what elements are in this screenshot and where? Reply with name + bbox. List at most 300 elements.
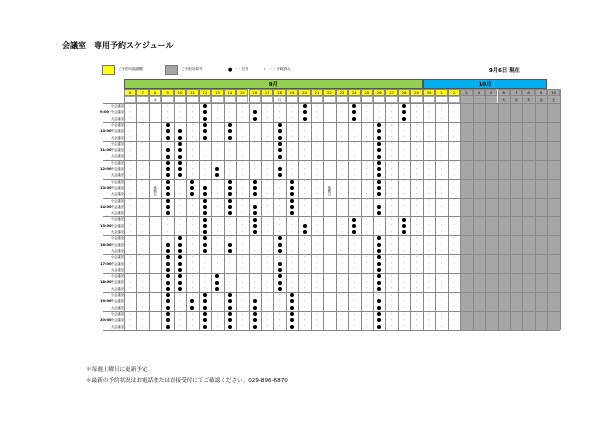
booked-slot: ・ [252,128,257,133]
booked-slot: ・ [178,185,182,190]
free-slot-icon [253,224,257,228]
booked-slot: ・ [240,210,245,215]
booked-slot: ・ [240,305,245,310]
booked-slot: ・ [240,261,245,266]
booked-slot: ・ [439,298,444,303]
booked-slot: ・ [290,267,294,272]
booked-slot: ・ [228,229,232,234]
booked-slot: ・ [277,210,282,215]
legend-free [228,65,249,74]
booked-slot: ・ [228,116,232,121]
booked-slot: ・ [439,317,444,322]
booked-slot: ・ [427,298,431,303]
booked-slot: ・ [178,210,182,215]
booked-slot: ・ [414,317,419,322]
free-slot-icon [352,110,356,114]
booked-slot: ・ [389,261,394,266]
booked-slot: ・ [203,172,207,177]
room-label: 大会議室 [110,248,124,253]
room-label: 大会議室 [110,230,124,234]
booked-slot: ・ [140,229,145,234]
booked-slot: ・ [178,103,182,108]
booked-slot: ・ [389,147,394,152]
weekday-header: 水 [149,96,161,103]
booked-slot: ・ [140,217,145,222]
day-header: 5 [485,89,497,96]
booked-slot: ・ [352,298,357,303]
booked-slot: ・ [178,324,182,329]
booked-slot: ・ [340,185,344,190]
weekday-header: 土 [547,96,559,103]
booked-slot: ・ [240,286,245,291]
free-slot-icon [228,180,232,184]
booked-slot: ・ [240,267,245,272]
free-slot-icon [228,318,232,322]
booked-slot: ・ [128,242,133,247]
booked-slot: ・ [427,198,431,203]
booked-slot: ・ [439,254,444,259]
free-slot-icon [166,325,170,329]
booked-slot: ・ [427,273,431,278]
booked-slot: ・ [215,185,220,190]
free-slot-icon [166,287,170,291]
free-slot-icon [253,186,257,190]
column-divider [298,89,299,330]
booked-slot: ・ [290,223,294,228]
booked-slot: ・ [402,141,406,146]
booked-slot: ・ [190,261,195,266]
booked-slot: ・ [427,122,431,127]
booked-slot: ・ [190,242,195,247]
booked-slot: ・ [215,116,220,121]
booked-slot: ・ [277,109,282,114]
booked-slot: ・ [414,135,419,140]
booked-slot: ・ [302,122,307,127]
free-slot-icon [303,224,307,228]
booked-slot: ・ [377,223,382,228]
booked-slot: ・ [427,261,431,266]
booked-slot: ・ [352,122,357,127]
booked-slot: ・ [452,116,456,121]
booked-slot: ・ [439,280,444,285]
booked-slot: ・ [165,109,170,114]
booked-symbol-icon: ・ [262,67,268,73]
column-divider [448,89,449,330]
free-slot-icon [228,136,232,140]
booked-slot: ・ [203,261,207,266]
booked-slot: ・ [352,261,357,266]
booked-slot: ・ [315,103,319,108]
free-slot-icon [166,318,170,322]
free-slot-icon [290,205,294,209]
free-slot-icon [278,155,282,159]
booked-slot: ・ [252,103,257,108]
booked-slot: ・ [265,298,269,303]
booked-slot: ・ [364,109,369,114]
free-slot-icon [278,262,282,266]
booked-slot: ・ [190,166,195,171]
booked-slot: ・ [402,128,406,133]
column-divider [161,89,162,330]
weekday-header: 火 [498,96,510,103]
booked-slot: ・ [389,242,394,247]
free-slot-icon [228,325,232,329]
booked-slot: ・ [140,292,145,297]
booked-slot: ・ [452,235,456,240]
booked-slot: ・ [439,185,444,190]
booked-slot: ・ [140,198,145,203]
free-slot-icon [228,312,232,316]
booked-slot: ・ [452,248,456,253]
booked-slot: ・ [252,254,257,259]
booked-slot: ・ [215,311,220,316]
free-slot-icon [352,218,356,222]
booked-slot: ・ [128,223,133,228]
free-slot-icon [178,255,182,259]
booked-slot: ・ [265,261,269,266]
booked-slot: ・ [364,147,369,152]
booked-slot: ・ [128,109,133,114]
booked-slot: ・ [252,172,257,177]
free-slot-icon [178,274,182,278]
booked-slot: ・ [128,198,133,203]
booked-slot: ・ [340,280,344,285]
free-slot-icon [178,268,182,272]
booked-slot: ・ [452,198,456,203]
booked-slot: ・ [203,286,207,291]
booked-slot: ・ [439,217,444,222]
booked-slot: ・ [427,166,431,171]
booked-slot: ・ [240,317,245,322]
free-slot-icon [377,167,381,171]
booked-slot: ・ [364,292,369,297]
booked-slot: ・ [439,235,444,240]
free-slot-icon [253,318,257,322]
booked-slot: ・ [402,273,406,278]
day-header: 1 [435,89,447,96]
booked-slot: ・ [439,324,444,329]
free-slot-icon [377,243,381,247]
booked-slot: ・ [128,160,133,165]
booked-slot: ・ [228,273,232,278]
booked-slot: ・ [439,179,444,184]
booked-slot: ・ [240,154,245,159]
booked-slot: ・ [389,317,394,322]
free-slot-icon [203,318,207,322]
free-slot-icon [402,117,406,121]
time-label: 12:00 [100,167,112,171]
free-slot-icon [178,173,182,177]
weekday-header [448,96,460,103]
booked-slot: ・ [252,198,257,203]
booked-slot: ・ [427,154,431,159]
booked-slot: ・ [377,116,382,121]
booked-slot: ・ [128,116,133,121]
booked-slot: ・ [340,229,344,234]
day-header: 27 [385,89,397,96]
booked-slot: ・ [414,217,419,222]
booked-slot: ・ [265,254,269,259]
free-slot-icon [377,281,381,285]
booked-slot: ・ [452,141,456,146]
booked-slot: ・ [190,229,195,234]
booked-slot: ・ [389,273,394,278]
weekday-header [298,96,310,103]
booked-slot: ・ [389,122,394,127]
booked-slot: ・ [228,254,232,259]
booked-slot: ・ [389,292,394,297]
free-slot-icon [166,243,170,247]
booked-slot: ・ [203,267,207,272]
booked-slot: ・ [352,292,357,297]
booked-slot: ・ [290,273,294,278]
free-slot-icon [290,293,294,297]
booked-slot: ・ [203,254,207,259]
booked-slot: ・ [439,103,444,108]
weekday-header [423,96,435,103]
room-label: 中会議室 [110,280,124,285]
booked-slot: ・ [340,141,344,146]
free-slot-icon [203,211,207,215]
booked-slot: ・ [203,147,207,152]
free-slot-icon [278,142,282,146]
booked-slot: ・ [165,235,170,240]
column-divider [336,89,337,330]
booked-slot: ・ [215,267,220,272]
booked-slot: ・ [340,242,344,247]
booked-slot: ・ [377,217,382,222]
free-slot-icon [166,268,170,272]
booked-slot: ・ [377,109,382,114]
column-divider [522,89,523,330]
booked-slot: ・ [439,166,444,171]
booked-slot: ・ [352,242,357,247]
booked-slot: ・ [302,317,307,322]
booked-slot: ・ [315,172,319,177]
free-slot-icon [290,199,294,203]
booked-slot: ・ [427,103,431,108]
booked-slot: ・ [364,217,369,222]
booked-slot: ・ [265,116,269,121]
free-slot-icon [203,325,207,329]
free-slot-icon [166,281,170,285]
free-slot-icon [178,243,182,247]
booked-slot: ・ [228,286,232,291]
booked-slot: ・ [252,286,257,291]
booked-slot: ・ [427,305,431,310]
booked-slot: ・ [364,280,369,285]
booked-slot: ・ [352,154,357,159]
weekday-header [186,96,198,103]
booked-slot: ・ [340,147,344,152]
booked-slot: ・ [402,166,406,171]
booked-slot: ・ [414,185,419,190]
booked-slot: ・ [414,172,419,177]
booked-slot: ・ [265,160,269,165]
booked-slot: ・ [265,147,269,152]
free-slot-icon [290,299,294,303]
booked-slot: ・ [427,135,431,140]
free-slot-icon [166,155,170,159]
booked-slot: ・ [277,223,282,228]
day-header: 19 [286,89,298,96]
booked-slot: ・ [290,154,294,159]
weekday-header [323,96,335,103]
booked-slot: ・ [427,217,431,222]
booked-slot: ・ [265,141,269,146]
booked-slot: ・ [389,267,394,272]
booked-slot: ・ [302,160,307,165]
booked-slot: ・ [315,267,319,272]
room-label: 中会議室 [110,242,124,247]
booked-slot: ・ [389,141,394,146]
free-slot-icon [377,325,381,329]
booked-slot: ・ [290,122,294,127]
booked-slot: ・ [352,147,357,152]
booked-slot: ・ [240,135,245,140]
booked-slot: ・ [190,109,195,114]
booked-slot: ・ [340,305,344,310]
booked-slot: ・ [128,229,133,234]
booked-slot: ・ [265,229,269,234]
day-header: 20 [298,89,310,96]
booked-slot: ・ [277,317,282,322]
free-slot-icon [215,281,219,285]
free-slot-icon [402,230,406,234]
free-slot-icon [166,306,170,310]
booked-slot: ・ [452,185,456,190]
booked-slot: ・ [340,116,344,121]
free-slot-icon [253,306,257,310]
booked-slot: ・ [240,185,245,190]
booked-slot: ・ [277,217,282,222]
free-slot-icon [377,236,381,240]
booked-slot: ・ [414,248,419,253]
booked-slot: ・ [364,324,369,329]
booked-slot: ・ [128,267,133,272]
free-slot-icon [203,110,207,114]
booked-slot: ・ [364,185,369,190]
booked-slot: ・ [240,254,245,259]
booked-slot: ・ [377,103,382,108]
booked-slot: ・ [190,324,195,329]
booked-slot: ・ [240,229,245,234]
day-header: 23 [336,89,348,96]
room-label: 小会議室 [110,141,124,146]
booked-slot: ・ [427,210,431,215]
booked-slot: ・ [302,298,307,303]
booked-slot: ・ [128,103,133,108]
booked-slot: ・ [414,198,419,203]
booked-slot: ・ [290,229,294,234]
free-slot-icon [278,274,282,278]
booked-slot: ・ [190,254,195,259]
booked-slot: ・ [140,324,145,329]
booked-slot: ・ [265,267,269,272]
booked-slot: ・ [402,172,406,177]
booked-slot: ・ [402,254,406,259]
booked-slot: ・ [414,103,419,108]
free-slot-icon [377,161,381,165]
free-slot-icon [377,186,381,190]
booked-slot: ・ [364,311,369,316]
room-label: 大会議室 [110,305,124,310]
booked-slot: ・ [190,198,195,203]
booked-slot: ・ [389,229,394,234]
booked-slot: ・ [203,280,207,285]
free-slot-icon [166,262,170,266]
booked-slot: ・ [252,242,257,247]
booked-slot: ・ [215,324,220,329]
booked-slot: ・ [265,128,269,133]
free-slot-icon [377,192,381,196]
booked-slot: ・ [364,154,369,159]
booked-slot: ・ [439,198,444,203]
booked-slot: ・ [414,116,419,121]
booked-slot: ・ [402,292,406,297]
free-slot-icon [290,306,294,310]
time-label: 10:00 [100,129,112,134]
booked-slot: ・ [364,128,369,133]
free-slot-icon [253,205,257,209]
free-slot-icon [377,249,381,253]
booked-slot: ・ [178,223,182,228]
booked-slot: ・ [252,160,257,165]
page-title: 会議室 専用予約スケジュール [62,41,174,50]
booked-slot: ・ [315,235,319,240]
booked-slot: ・ [128,280,133,285]
booked-slot: ・ [190,311,195,316]
booked-slot: ・ [414,204,419,209]
booked-slot: ・ [427,185,431,190]
booked-slot: ・ [414,160,419,165]
booked-slot: ・ [302,154,307,159]
booked-slot: ・ [252,267,257,272]
booked-slot: ・ [240,273,245,278]
column-divider [373,89,374,330]
free-slot-icon [228,299,232,303]
column-divider [273,89,274,330]
booked-slot: ・ [414,254,419,259]
booked-slot: ・ [452,191,456,196]
free-slot-icon [303,230,307,234]
booked-slot: ・ [315,109,319,114]
booked-slot: ・ [452,223,456,228]
booked-slot: ・ [364,135,369,140]
weekday-header [161,96,173,103]
booked-slot: ・ [439,109,444,114]
booked-slot: ・ [302,147,307,152]
booked-slot: ・ [315,154,319,159]
booked-slot: ・ [315,147,319,152]
booked-slot: ・ [439,305,444,310]
booked-slot: ・ [352,210,357,215]
booked-slot: ・ [240,223,245,228]
weekday-header [136,96,148,103]
booked-slot: ・ [128,305,133,310]
column-divider [510,89,511,330]
day-header: 30 [423,89,435,96]
day-header: 28 [398,89,410,96]
booked-slot: ・ [389,160,394,165]
booked-slot: ・ [439,191,444,196]
booked-slot: ・ [315,254,319,259]
free-slot-icon [203,306,207,310]
free-slot-icon [203,136,207,140]
booked-slot: ・ [340,135,344,140]
weekday-header [336,96,348,103]
booked-slot: ・ [165,141,170,146]
